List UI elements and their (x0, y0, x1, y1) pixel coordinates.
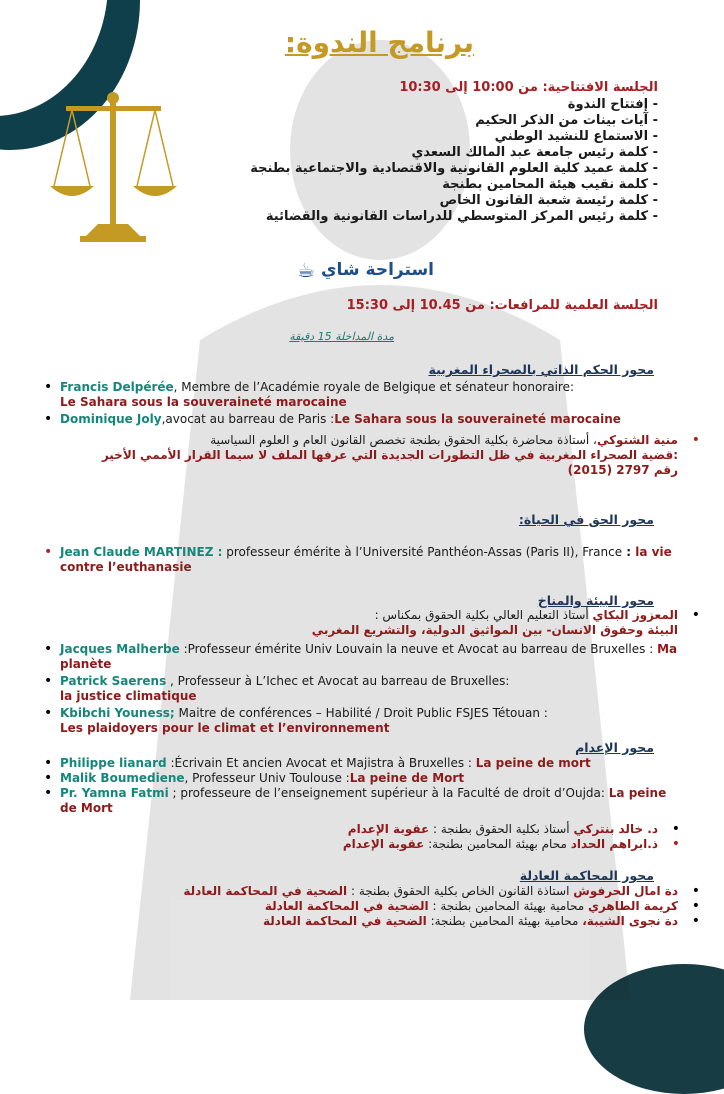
list-item: - كلمة عميد كلية العلوم القانونية والاقتصادية والاجتماعية بطنجة (188, 161, 658, 177)
talk-topic: الضحية في المحاكمة العادلة (263, 914, 427, 928)
list-item: - كلمة رئيسة شعبة القانون الخاص (188, 193, 658, 209)
speaker-name: Patrick Saerens (60, 674, 167, 688)
speaker-name: كريمة الطاهري (587, 899, 678, 913)
speaker-name: دة نجوى الشيبة، (582, 914, 678, 928)
speaker-name: Malik Boumediene (60, 771, 185, 785)
speaker-name: دة امال الحرفوش (573, 884, 678, 898)
bullet-icon: • (44, 785, 53, 801)
talk-topic: Les plaidoyers pour le climat et l’environnement (60, 721, 390, 735)
speaker-name: Francis Delpérée (60, 380, 174, 394)
list-item (78, 433, 700, 478)
bullet-icon: • (691, 432, 700, 448)
speaker-role: , Membre de l’Académie royale de Belgique et sénateur honoraire: (173, 380, 575, 394)
speaker-role: ,avocat au barreau de Paris : (161, 412, 335, 426)
page-title: برنامج الندوة: (284, 26, 474, 59)
list-item: - كلمة نقيب هيئة المحامين بطنجة (188, 177, 658, 193)
speaker-name: د. خالد بنتركي (573, 822, 658, 836)
list-item (38, 786, 678, 816)
speaker-name: Pr. Yamna Fatmi (60, 786, 169, 800)
axis-title-fair-trial: محور المحاكمة العادلة (519, 868, 654, 883)
speaker-role: محامية بهيئة المحامين بطنجة: (426, 914, 583, 928)
bullet-icon: • (44, 705, 53, 721)
speaker-role: Maitre de conférences – Habilité / Droit Public FSJES Tétouan : (174, 706, 548, 720)
bullet-icon: • (671, 836, 680, 852)
speaker-role: :Écrivain Et ancien Avocat et Majistra à Bruxelles : (166, 756, 476, 770)
list-item (38, 884, 700, 899)
list-item (38, 412, 678, 427)
speaker-role: محام بهيئة المحامين بطنجة: (424, 837, 571, 851)
bullet-icon: • (44, 641, 53, 657)
bullet-icon: • (44, 544, 53, 560)
talk-topic: Ma planète (60, 642, 678, 671)
bullet-icon: • (691, 913, 700, 929)
speaker-name: ذ.ابراهم الحداد (570, 837, 658, 851)
talk-topic: la vie contre l’euthanasie (60, 545, 672, 574)
bullet-icon: • (691, 898, 700, 914)
speaker-role: أستاذ بكلية الحقوق بطنجة : (429, 822, 574, 836)
talk-topic: La peine de Mort (349, 771, 465, 785)
speaker-name: Kbibchi Youness; (60, 706, 175, 720)
speaker-name: منية الشتوكي (596, 433, 678, 447)
talk-topic: :قضية الصحراء المغربية في ظل التطورات الجديدة التي عرفها الملف لا سيما القرار الأممي الأخير رقم 2797 (2015) (101, 448, 678, 477)
talk-duration: مدة المداخلة 15 دقيقة (289, 330, 394, 343)
bullet-icon: • (691, 607, 700, 623)
bullet-icon: • (44, 411, 53, 427)
talk-topic: الضحية في المحاكمة العادلة (264, 899, 429, 913)
axis-life-list (38, 545, 678, 575)
speaker-role: , Professeur Univ Toulouse : (184, 771, 350, 785)
talk-topic: عقوبة الإعدام (347, 822, 430, 836)
list-item (38, 756, 678, 771)
talk-topic: la justice climatique (60, 689, 197, 703)
speaker-name: المعزوز البكاي (592, 608, 678, 622)
speaker-name: Jacques Malherbe (60, 642, 180, 656)
axis-title-right-to-life: محور الحق في الحياة: (518, 512, 654, 527)
speaker-role: professeur émérite à l’Université Panthéon-Assas (Paris II), France (222, 545, 623, 559)
axis-death-penalty-list (38, 756, 678, 852)
speaker-name: Philippe lianard (60, 756, 167, 770)
speaker-role: ، أستاذة محاضرة بكلية الحقوق بطنجة تخصص القانون العام و العلوم السياسية (210, 433, 597, 447)
axis-sahara-list (38, 379, 700, 478)
list-item: - آيات بينات من الذكر الحكيم (188, 113, 658, 129)
talk-topic: Le Sahara sous la souveraineté marocaine (60, 395, 347, 409)
list-item (38, 706, 678, 736)
bullet-icon: • (671, 821, 680, 837)
opening-session-heading: الجلسة الافتتاحية: من 10:00 إلى 10:30 (399, 80, 658, 95)
axis-title-death-penalty: محور الإعدام (575, 740, 654, 755)
speaker-role: استاذة القانون الخاص بكلية الحقوق بطنجة : (347, 884, 574, 898)
talk-topic: الضحية في المحاكمة العادلة (183, 884, 348, 898)
talk-topic: La peine de mort (475, 756, 591, 770)
list-item (38, 380, 678, 410)
speaker-role: :Professeur émérite Univ Louvain la neuve et Avocat au barreau de Bruxelles : (179, 642, 658, 656)
talk-topic: عقوبة الإعدام (342, 837, 425, 851)
speaker-role: محامية بهيئة المحامين بطنجة : (428, 899, 588, 913)
tea-break-label: استراحة شاي (320, 260, 434, 280)
scientific-session-heading: الجلسة العلمية للمرافعات: من 10.45 إلى 15:30 (346, 298, 658, 313)
axis-title-environment: محور البيئة والمناخ (537, 593, 654, 608)
list-item: - كلمة رئيس المركز المتوسطي للدراسات القانونية والقضائية (188, 209, 658, 225)
coffee-cup-icon: ☕ (297, 258, 315, 282)
opening-session-list (188, 97, 658, 225)
list-item (38, 674, 678, 704)
speaker-role: ; professeure de l’enseignement supérieur à la Faculté de droit d’Oujda: (168, 786, 609, 800)
list-item (38, 642, 678, 672)
bullet-icon: • (44, 673, 53, 689)
separator: : (622, 545, 636, 559)
list-item (58, 837, 680, 852)
bullet-icon: • (44, 770, 53, 786)
list-item: - إفتتاح الندوة (188, 97, 658, 113)
tea-break (297, 258, 434, 282)
talk-topic: Le Sahara sous la souveraineté marocaine (334, 412, 621, 426)
list-item (38, 914, 700, 929)
axis-environment-list (38, 607, 700, 736)
list-item: - الاستماع للنشيد الوطني (188, 129, 658, 145)
bullet-icon: • (691, 883, 700, 899)
list-item: - كلمة رئيس جامعة عبد المالك السعدي (188, 145, 658, 161)
speaker-name: Dominique Joly (60, 412, 162, 426)
axis-fair-trial-list (38, 883, 700, 929)
list-item (38, 545, 678, 575)
scales-of-justice-icon (46, 88, 181, 248)
bullet-icon: • (44, 379, 53, 395)
speaker-role: أستاذ التعليم العالي بكلية الحقوق بمكناس : (374, 608, 593, 622)
list-item (78, 608, 700, 638)
list-item (38, 771, 678, 786)
bullet-icon: • (44, 755, 53, 771)
list-item (38, 899, 700, 914)
axis-title-sahara: محور الحكم الذاتي بالصحراء المغربية (428, 362, 654, 377)
list-item (58, 822, 680, 837)
talk-topic: La peine de Mort (60, 786, 667, 815)
speaker-name: Jean Claude MARTINEZ : (60, 545, 223, 559)
talk-topic: البيئة وحقوق الانسان- بين المواثيق الدولية، والتشريع المغربي (311, 623, 678, 637)
speaker-role: , Professeur à L’Ichec et Avocat au barreau de Bruxelles: (166, 674, 510, 688)
